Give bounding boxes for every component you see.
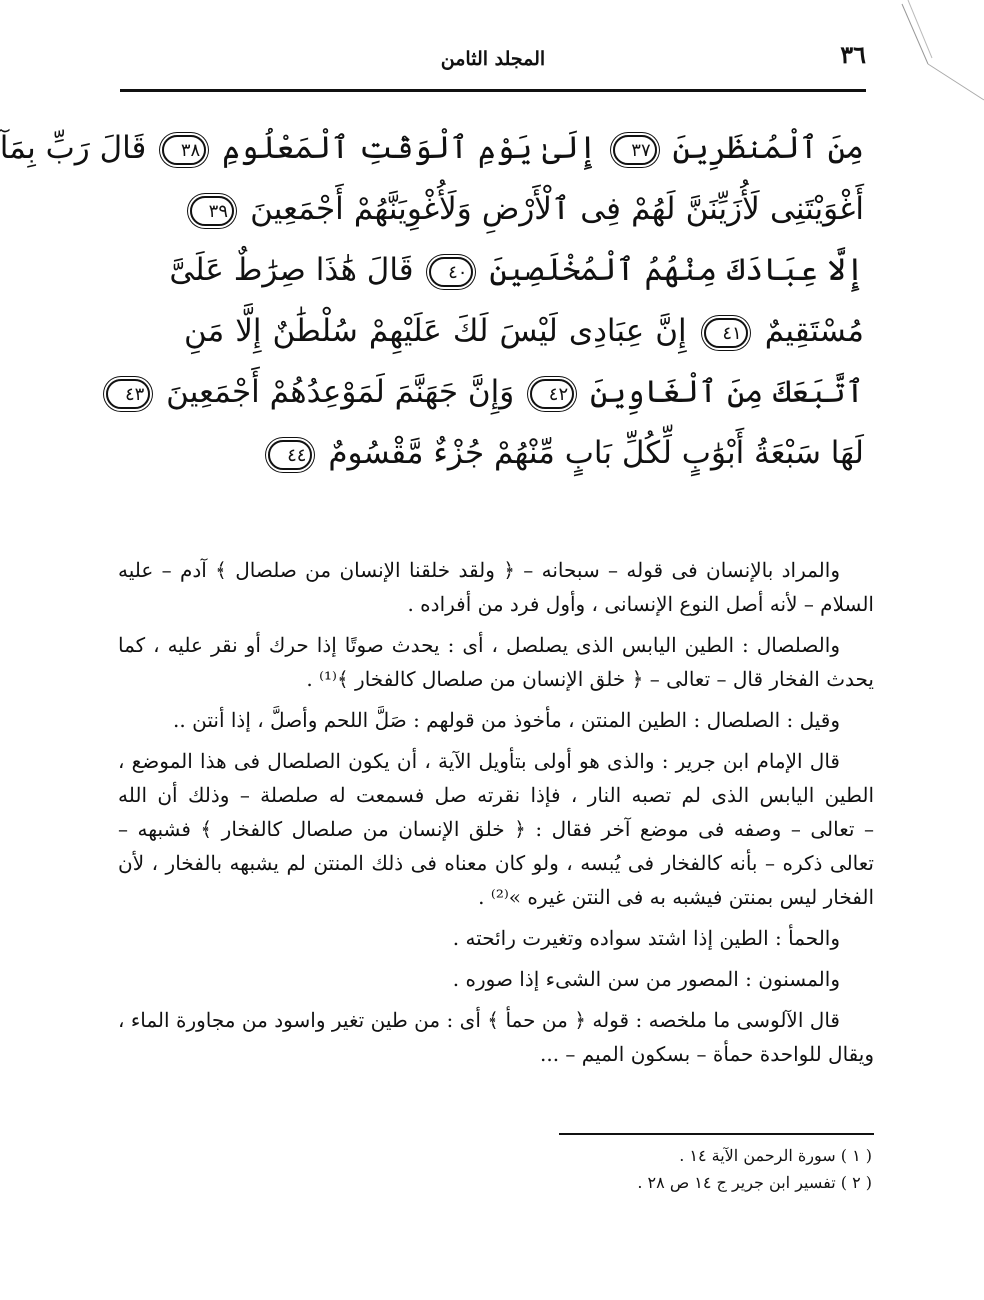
header-rule (120, 89, 866, 92)
ayah-number-marker: ٣٨ (162, 135, 206, 165)
footnote-2: ( ٢ ) تفسير ابن جرير ج ١٤ ص ٢٨ . (637, 1173, 872, 1192)
page-number: ٣٦ (840, 40, 866, 69)
ayah-number-marker: ٤٢ (530, 379, 574, 409)
commentary-line: السلام – لأنه أصل النوع الإنسانى ، وأول فرد من أفراده . (407, 592, 874, 616)
commentary-paragraph (118, 962, 874, 996)
commentary-line: والحمأ : الطين إذا اشتد سواده وتغيرت رائحته . (452, 926, 840, 950)
verse-text: أَغْوَيْتَنِى لَأُزَيِّنَنَّ لَهُمْ فِى ٱلْأَرْضِ وَلَأُغْوِيَنَّهُمْ أَجْمَعِينَ (250, 191, 864, 227)
commentary-line: الطين اليابس الذى لم تصبه النار ، فإذا نقرته صل فسمعت له صلصلة – وذلك أن الله (118, 783, 874, 807)
ayah-number-marker: ٤٠ (429, 257, 473, 287)
verse-line (184, 179, 864, 240)
verse-text: إِنَّ عِبَادِى لَيْسَ لَكَ عَلَيْهِمْ سُلْطَٰنٌ إِلَّا مَنِ (184, 313, 687, 349)
commentary-line: ويقال للواحدة حمأة – بسكون الميم – ... (539, 1042, 874, 1066)
commentary-line: قال الآلوسى ما ملخصه : قوله ﴿ من حمأ ﴾ أى : من طين تغير واسود من مجاورة الماء ، (118, 1008, 840, 1032)
page-header (120, 36, 866, 76)
commentary-line: والمراد بالإنسان فى قوله – سبحانه – ﴿ ولقد خلقنا الإنسان من صلصال ﴾ آدم – عليه (118, 558, 840, 582)
quran-verses-block (0, 118, 864, 484)
verse-text: مِنَ ٱلْمُنظَرِينَ (672, 130, 864, 166)
commentary-paragraph (118, 703, 874, 737)
verse-text: مُسْتَقِيمٌ (764, 313, 864, 349)
verse-text: لَهَا سَبْعَةُ أَبْوَٰبٍ لِّكُلِّ بَابٍ مِّنْهُمْ جُزْءٌ مَّقْسُومٌ (328, 435, 864, 471)
commentary-line: قال الإمام ابن جرير : والذى هو أولى بتأويل الآية ، أن يكون الصلصال فى هذا الموضع ، (118, 749, 840, 773)
commentary-paragraph (118, 744, 874, 914)
footnotes (372, 1142, 872, 1196)
commentary-line: الفخار ليس بمنتن فيشبه به فى النتن غيره »⁽²⁾ . (478, 885, 874, 909)
verse-line (0, 118, 864, 179)
verse-text: إِلَىٰ يَوْمِ ٱلْوَقْتِ ٱلْمَعْلُومِ (222, 130, 597, 166)
commentary-paragraph (118, 921, 874, 955)
verse-text: قَالَ رَبِّ بِمَآ (0, 130, 147, 166)
commentary-line: والمسنون : المصور من سن الشىء إذا صوره . (452, 967, 840, 991)
commentary-line: تعالى ذكره – بأنه كالفخار فى يُبسه ، ولو كان معناه فى ذلك المنتن لم يشبهه بالفخار ، لأن (118, 851, 874, 875)
commentary-paragraph (118, 628, 874, 696)
commentary-paragraph (118, 553, 874, 621)
verse-text: ٱتَّبَعَكَ مِنَ ٱلْغَاوِينَ (589, 374, 864, 410)
ayah-number-marker: ٣٧ (613, 135, 657, 165)
verse-line (184, 423, 864, 484)
ayah-number-marker: ٤٤ (268, 440, 312, 470)
ayah-number-marker: ٤١ (704, 318, 748, 348)
footnote-rule (559, 1133, 874, 1135)
ayah-number-marker: ٣٩ (190, 196, 234, 226)
commentary-line: والصلصال : الطين اليابس الذى يصلصل ، أى : يحدث صوتًا إذا حرك أو نقر عليه ، كما (118, 633, 840, 657)
commentary-text (118, 553, 874, 1078)
verse-text: وَإِنَّ جَهَنَّمَ لَمَوْعِدُهُمْ أَجْمَعِينَ (166, 374, 515, 410)
verse-line (124, 362, 864, 423)
footnote-1: ( ١ ) سورة الرحمن الآية ١٤ . (679, 1146, 872, 1165)
verse-text: قَالَ هَٰذَا صِرَٰطٌ عَلَىَّ (169, 252, 414, 288)
verse-text: إِلَّا عِبَادَكَ مِنْهُمُ ٱلْمُخْلَصِينَ (489, 252, 864, 288)
verse-line (184, 301, 864, 362)
running-title: المجلد الثامن (440, 48, 546, 70)
commentary-paragraph (118, 1003, 874, 1071)
commentary-line: يحدث الفخار قال – تعالى – ﴿ خلق الإنسان من صلصال كالفخار ﴾⁽¹⁾ . (306, 667, 874, 691)
ayah-number-marker: ٤٣ (106, 379, 150, 409)
commentary-line: وقيل : الصلصال : الطين المنتن ، مأخوذ من قولهم : صَلَّ اللحم وأصلَّ ، إذا أنتن .. (173, 708, 840, 732)
verse-line (169, 240, 864, 301)
commentary-line: – تعالى – وصفه فى موضع آخر فقال : ﴿ خلق الإنسان من صلصال كالفخار ﴾ فشبهه – (118, 817, 874, 841)
